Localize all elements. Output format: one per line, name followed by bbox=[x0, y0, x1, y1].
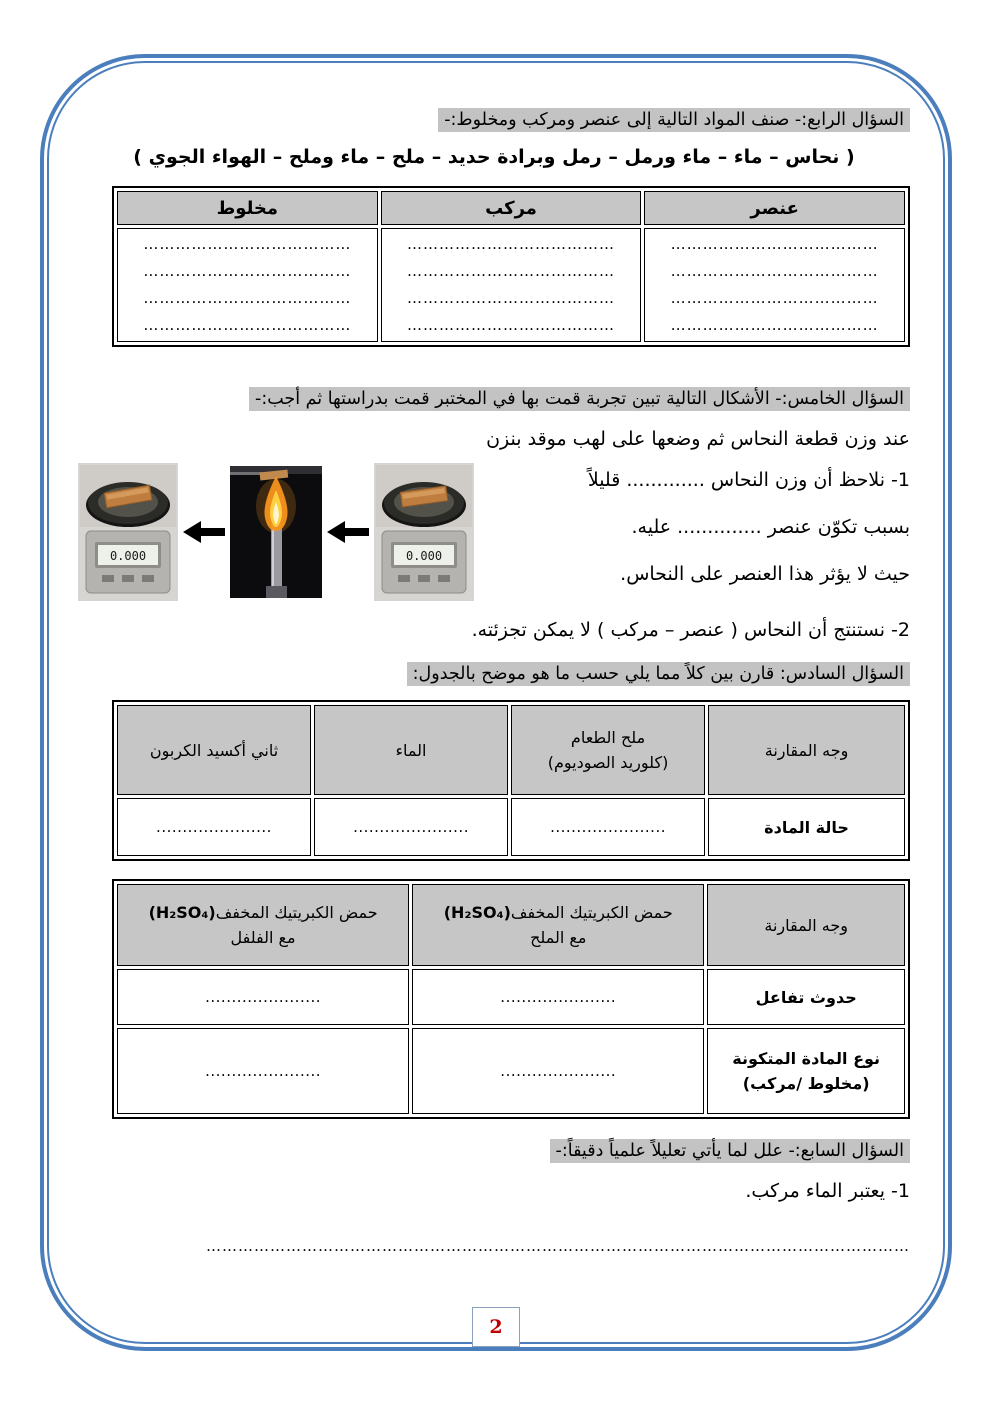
answer-blank: ...................... bbox=[314, 798, 508, 856]
scale-display: 0.000 bbox=[405, 549, 443, 563]
q6t2-product-type-label bbox=[707, 1028, 905, 1114]
bunsen-flame-photo bbox=[230, 466, 322, 598]
q7-answer-line: …………………………………………………………………………………………………………………… bbox=[206, 1237, 910, 1255]
q6-reaction-table bbox=[112, 879, 910, 1119]
q6t2-product-type-line2: (مخلوط /مركب) bbox=[742, 1074, 870, 1093]
q6t2-acid-salt-header bbox=[412, 884, 704, 966]
acid-name: حمض الكبريتيك المخفف bbox=[510, 903, 673, 922]
q4-answers-mixture bbox=[117, 228, 378, 342]
q6t2-compare-header: وجه المقارنة bbox=[707, 884, 905, 966]
answer-blank: ………………………………… bbox=[143, 262, 352, 280]
q4-materials-list: ( نحاس – ماء – ماء ورمل – رمل وبرادة حديد – ملح – ماء وملح – الهواء الجوي ) bbox=[133, 146, 855, 168]
answer-blank: ………………………………… bbox=[407, 235, 616, 253]
q5-section-header bbox=[78, 385, 910, 413]
answer-blank: ………………………………… bbox=[143, 316, 352, 334]
left-arrow-icon bbox=[183, 519, 225, 545]
acid-name: حمض الكبريتيك المخفف bbox=[215, 903, 378, 922]
q6t2-product-type-row bbox=[117, 1028, 905, 1114]
answer-blank: ...................... bbox=[117, 798, 311, 856]
answer-blank: ...................... bbox=[412, 1028, 704, 1114]
answer-blank: ………………………………… bbox=[143, 235, 352, 253]
q4-col-compound: مركب bbox=[381, 191, 642, 225]
balance-final-photo bbox=[78, 463, 178, 601]
q5-experiment bbox=[78, 457, 910, 654]
left-arrow-icon bbox=[327, 519, 369, 545]
acid-formula: (H₂SO₄) bbox=[443, 903, 511, 922]
q6t2-reaction-row bbox=[117, 969, 905, 1025]
balance-initial-photo bbox=[374, 463, 474, 601]
answer-blank: ………………………………… bbox=[407, 262, 616, 280]
q4-header-row bbox=[117, 191, 905, 225]
q5-observation-3: حيث لا يؤثر هذا العنصر على النحاس. bbox=[620, 563, 910, 585]
acid-formula: (H₂SO₄) bbox=[148, 903, 216, 922]
q6t2-reaction-label: حدوث تفاعل bbox=[707, 969, 905, 1025]
q6-states-table bbox=[112, 700, 910, 861]
q5-observation-2: بسبب تكوّن عنصر .............. عليه. bbox=[631, 516, 910, 538]
q5-conclusion: 2- نستنتج أن النحاس ( عنصر – مركب ) لا يمكن تجزئته. bbox=[471, 619, 910, 641]
q6t2-header-row bbox=[117, 884, 905, 966]
q4-answers-row bbox=[117, 228, 905, 342]
q6t1-state-row bbox=[117, 798, 905, 856]
q4-title: السؤال الرابع:- صنف المواد التالية إلى عنصر ومركب ومخلوط:- bbox=[438, 108, 910, 132]
q6-section-header bbox=[78, 660, 910, 688]
q6t1-header-row bbox=[117, 705, 905, 795]
q6t1-state-label: حالة المادة bbox=[708, 798, 905, 856]
q5-intro: عند وزن قطعة النحاس ثم وضعها على لهب موقد بنزن bbox=[486, 428, 910, 450]
q6t1-compare-header: وجه المقارنة bbox=[708, 705, 905, 795]
page-number: 2 bbox=[489, 1316, 503, 1338]
q6t1-salt-line1: ملح الطعام bbox=[570, 728, 646, 747]
q6t1-salt-header bbox=[511, 705, 705, 795]
answer-blank: ...................... bbox=[117, 969, 409, 1025]
q4-col-mixture: مخلوط bbox=[117, 191, 378, 225]
answer-blank: ...................... bbox=[412, 969, 704, 1025]
answer-blank: ………………………………… bbox=[407, 316, 616, 334]
q6t2-acid-pepper-line2: مع الفلفل bbox=[230, 928, 296, 947]
q6t2-acid-salt-line1 bbox=[417, 900, 699, 925]
q6-title: السؤال السادس: قارن بين كلاً مما يلي حسب ما هو موضح بالجدول: bbox=[407, 662, 910, 686]
answer-blank: ...................... bbox=[117, 1028, 409, 1114]
q4-classification-table bbox=[112, 186, 910, 347]
q4-answers-compound bbox=[381, 228, 642, 342]
q4-answers-element bbox=[644, 228, 905, 342]
q5-title: السؤال الخامس:- الأشكال التالية تبين تجربة قمت بها في المختبر قمت بدراستها ثم أجب:- bbox=[249, 387, 910, 411]
answer-blank: ………………………………… bbox=[143, 289, 352, 307]
q6t1-salt-line2: (كلوريد الصوديوم) bbox=[547, 753, 669, 772]
q7-item-1: 1- يعتبر الماء مركب. bbox=[745, 1180, 910, 1202]
page-number-badge bbox=[472, 1307, 520, 1347]
q6t1-water-header: الماء bbox=[314, 705, 508, 795]
answer-blank: ...................... bbox=[511, 798, 705, 856]
answer-blank: ………………………………… bbox=[670, 235, 879, 253]
q7-title: السؤال السابع:- علل لما يأتي تعليلاً علمياً دقيقاً:- bbox=[550, 1139, 910, 1163]
q6t2-acid-salt-line2: مع الملح bbox=[530, 928, 587, 947]
q4-col-element: عنصر bbox=[644, 191, 905, 225]
q7-section-header bbox=[78, 1137, 910, 1165]
answer-blank: ………………………………… bbox=[670, 262, 879, 280]
q6t2-acid-pepper-line1 bbox=[122, 900, 404, 925]
answer-blank: ………………………………… bbox=[407, 289, 616, 307]
q6t1-co2-header: ثاني أكسيد الكربون bbox=[117, 705, 311, 795]
q6t2-acid-pepper-header bbox=[117, 884, 409, 966]
q6t2-product-type-line1: نوع المادة المتكونة bbox=[732, 1049, 881, 1068]
answer-blank: ………………………………… bbox=[670, 316, 879, 334]
answer-blank: ………………………………… bbox=[670, 289, 879, 307]
scale-display: 0.000 bbox=[109, 549, 147, 563]
q4-section-header bbox=[78, 106, 910, 134]
experiment-figure bbox=[78, 463, 474, 601]
q5-observation-1: 1- نلاحظ أن وزن النحاس ............. قليلاً bbox=[587, 469, 910, 491]
